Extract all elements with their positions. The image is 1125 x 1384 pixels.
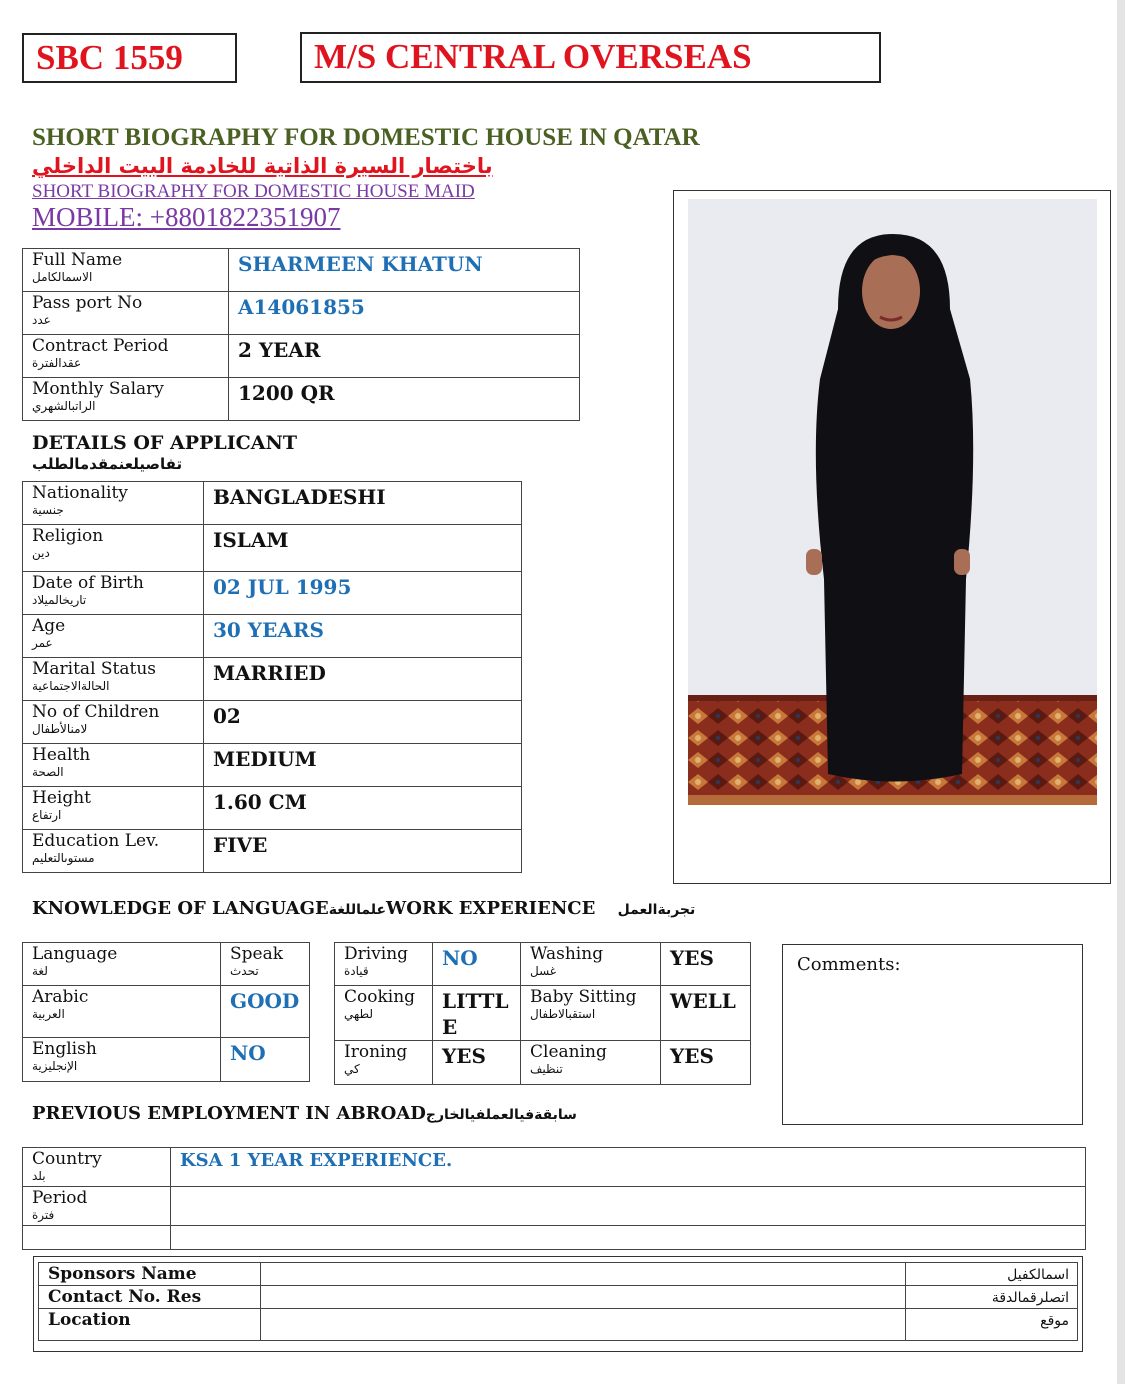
detail-label-ar: مستوىالتعليم — [32, 851, 95, 865]
work-section-title: WORK EXPERIENCE — [386, 898, 596, 919]
skill-value-cell — [661, 986, 751, 1041]
previous-section-title-ar: سابقةفيالعملفيالخارج — [425, 1107, 577, 1123]
detail-label-ar: جنسية — [32, 503, 64, 517]
skill-value: NO — [442, 946, 478, 970]
detail-value: BANGLADESHI — [213, 485, 386, 509]
field-value: 2 YEAR — [238, 338, 321, 362]
skill-value-cell — [661, 943, 751, 986]
detail-value: MARRIED — [213, 661, 326, 685]
sponsor-label-cell — [39, 1263, 261, 1286]
detail-label-cell — [23, 615, 204, 658]
speak-header-ar: تحدث — [230, 964, 259, 978]
sponsor-label-ar-cell — [906, 1309, 1078, 1341]
detail-label-ar: الصحة — [32, 765, 64, 779]
language-row — [23, 986, 310, 1038]
work-section-title-ar: تجربةالعمل — [617, 902, 696, 918]
detail-row — [23, 525, 522, 572]
language-level: GOOD — [230, 989, 300, 1013]
detail-value: 02 — [213, 704, 241, 728]
sponsor-label-cell — [39, 1286, 261, 1309]
sponsor-label-cell — [39, 1309, 261, 1341]
detail-label: Age — [32, 616, 66, 636]
previous-title-line — [32, 1103, 577, 1124]
period-value-cell — [171, 1187, 1086, 1226]
field-label-ar: عدد — [32, 313, 51, 327]
skill-label-cell — [521, 1041, 661, 1085]
field-label: Monthly Salary — [32, 379, 164, 399]
skill-label: Ironing — [344, 1042, 408, 1062]
sub-title: SHORT BIOGRAPHY FOR DOMESTIC HOUSE MAID — [32, 181, 475, 202]
sponsor-label-ar: اسمالكفيل — [1007, 1267, 1069, 1283]
detail-label-cell — [23, 701, 204, 744]
mobile-number: MOBILE: +8801822351907 — [32, 202, 341, 232]
work-row — [335, 986, 751, 1041]
detail-value-cell — [204, 701, 522, 744]
skill-label: Cleaning — [530, 1042, 607, 1062]
period-label: Period — [32, 1188, 88, 1208]
field-label: Pass port No — [32, 293, 143, 313]
field-label-ar: الراتبالشهري — [32, 399, 96, 413]
sponsor-label-ar: اتصلرقمالدقة — [991, 1290, 1069, 1306]
country-label: Country — [32, 1149, 102, 1169]
empty-cell-1 — [23, 1226, 171, 1250]
previous-employment-table — [22, 1147, 1086, 1250]
skill-label-ar: غسل — [530, 964, 557, 978]
detail-value-cell — [204, 830, 522, 873]
language-header-ar: لغة — [32, 964, 48, 978]
detail-value-cell — [204, 572, 522, 615]
basic-info-row — [23, 378, 580, 421]
comments-box — [782, 944, 1083, 1125]
speak-header-cell — [221, 943, 310, 986]
language-name: English — [32, 1039, 97, 1059]
field-label-ar: عقدالفترة — [32, 356, 82, 370]
sponsor-box — [33, 1256, 1083, 1352]
detail-label-ar: الحالةالاجتماعية — [32, 679, 110, 693]
detail-value: ISLAM — [213, 528, 289, 552]
country-value: KSA 1 YEAR EXPERIENCE. — [180, 1150, 453, 1171]
value-cell — [229, 378, 580, 421]
basic-info-row — [23, 292, 580, 335]
main-title: SHORT BIOGRAPHY FOR DOMESTIC HOUSE IN QATAR — [32, 124, 700, 151]
skill-value-cell — [433, 986, 521, 1041]
detail-label-cell — [23, 744, 204, 787]
language-section-title-ar: علماللغة — [328, 902, 387, 918]
applicant-photo-frame — [673, 190, 1111, 884]
basic-info-row — [23, 335, 580, 378]
country-label-ar: بلد — [32, 1169, 46, 1183]
detail-label: Nationality — [32, 483, 128, 503]
skill-label: Washing — [530, 944, 604, 964]
language-section-title: KNOWLEDGE OF LANGUAGE — [32, 898, 329, 919]
work-experience-table — [334, 942, 751, 1085]
arabic-title: باختصار السيرة الذاتية للخادمة البيت الداخلي — [32, 154, 493, 178]
detail-value-cell — [204, 525, 522, 572]
skill-value: WELL — [670, 989, 736, 1013]
detail-label: Education Lev. — [32, 831, 160, 851]
field-value: A14061855 — [238, 295, 365, 319]
language-header-row — [23, 943, 310, 986]
comments-label: Comments: — [797, 954, 901, 975]
reference-code: SBC 1559 — [22, 33, 237, 83]
sponsor-value-cell — [261, 1286, 906, 1309]
detail-value: FIVE — [213, 833, 268, 857]
detail-label-cell — [23, 787, 204, 830]
sponsor-label: Sponsors Name — [48, 1264, 197, 1284]
work-row — [335, 1041, 751, 1085]
skill-label-cell — [335, 943, 433, 986]
period-label-ar: فترة — [32, 1208, 55, 1222]
sponsor-label-ar: موقع — [1040, 1313, 1069, 1329]
empty-row — [23, 1226, 1086, 1250]
language-header-cell — [23, 943, 221, 986]
sponsor-row — [39, 1309, 1078, 1341]
skill-label-cell — [335, 986, 433, 1041]
field-value: 1200 QR — [238, 381, 335, 405]
detail-label-ar: عمر — [32, 636, 53, 650]
skill-label-cell — [335, 1041, 433, 1085]
applicant-photo — [688, 199, 1097, 805]
detail-label-cell — [23, 658, 204, 701]
field-label-ar: الاسمالكامل — [32, 270, 93, 284]
field-label: Contract Period — [32, 336, 169, 356]
detail-label-ar: لامنالأطفال — [32, 722, 88, 736]
detail-value: 1.60 CM — [213, 790, 307, 814]
label-cell — [23, 292, 229, 335]
period-label-cell — [23, 1187, 171, 1226]
period-row — [23, 1187, 1086, 1226]
country-label-cell — [23, 1148, 171, 1187]
skill-value-cell — [433, 943, 521, 986]
country-row — [23, 1148, 1086, 1187]
skill-label: Baby Sitting — [530, 987, 637, 1007]
skill-label-ar: لطهي — [344, 1007, 374, 1021]
skill-label-cell — [521, 943, 661, 986]
detail-row — [23, 615, 522, 658]
applicant-photo-image — [688, 199, 1097, 805]
detail-label-cell — [23, 830, 204, 873]
language-level-cell — [221, 986, 310, 1038]
skill-label-ar: استقبالاطفال — [530, 1007, 596, 1021]
skill-value: YES — [670, 946, 714, 970]
country-value-cell — [171, 1148, 1086, 1187]
sponsor-label-ar-cell — [906, 1263, 1078, 1286]
sponsor-row — [39, 1286, 1078, 1309]
previous-section-title: PREVIOUS EMPLOYMENT IN ABROAD — [32, 1103, 426, 1124]
sponsor-value-cell — [261, 1309, 906, 1341]
language-name-ar: الإنجليزية — [32, 1059, 78, 1073]
detail-value-cell — [204, 658, 522, 701]
detail-row — [23, 701, 522, 744]
detail-label: Health — [32, 745, 91, 765]
page-edge — [1117, 0, 1125, 1384]
detail-label-cell — [23, 572, 204, 615]
skill-value-cell — [661, 1041, 751, 1085]
skill-value-cell — [433, 1041, 521, 1085]
details-title: DETAILS OF APPLICANT — [32, 432, 297, 454]
skill-label: Driving — [344, 944, 409, 964]
field-label: Full Name — [32, 250, 123, 270]
detail-value: MEDIUM — [213, 747, 317, 771]
detail-row — [23, 787, 522, 830]
detail-label: Marital Status — [32, 659, 157, 679]
language-level: NO — [230, 1041, 266, 1065]
detail-label-ar: تاريخالميلاد — [32, 593, 87, 607]
skill-label-cell — [521, 986, 661, 1041]
basic-info-row — [23, 249, 580, 292]
skill-label-ar: كي — [344, 1062, 360, 1076]
basic-info-table — [22, 248, 580, 421]
language-name-ar: العربية — [32, 1007, 65, 1021]
detail-row — [23, 744, 522, 787]
sponsor-label: Contact No. Res — [48, 1287, 202, 1307]
detail-label-ar: دين — [32, 546, 50, 560]
detail-row — [23, 572, 522, 615]
detail-row — [23, 830, 522, 873]
label-cell — [23, 378, 229, 421]
detail-label: No of Children — [32, 702, 160, 722]
detail-value: 30 YEARS — [213, 618, 324, 642]
skill-label-ar: تنظيف — [530, 1062, 563, 1076]
sponsor-value-cell — [261, 1263, 906, 1286]
skill-label: Cooking — [344, 987, 416, 1007]
detail-value-cell — [204, 787, 522, 830]
sponsor-label: Location — [48, 1310, 131, 1330]
detail-row — [23, 658, 522, 701]
skill-label-ar: قيادة — [344, 964, 369, 978]
detail-value: 02 JUL 1995 — [213, 575, 352, 599]
speak-header: Speak — [230, 944, 284, 964]
detail-label-cell — [23, 482, 204, 525]
field-value: SHARMEEN KHATUN — [238, 252, 483, 276]
sponsor-label-ar-cell — [906, 1286, 1078, 1309]
language-name-cell — [23, 986, 221, 1038]
detail-label-ar: ارتفاع — [32, 808, 62, 822]
language-level-cell — [221, 1038, 310, 1082]
value-cell — [229, 292, 580, 335]
language-header: Language — [32, 944, 118, 964]
label-cell — [23, 335, 229, 378]
skill-value: YES — [442, 1044, 486, 1068]
detail-value-cell — [204, 482, 522, 525]
sponsor-row — [39, 1263, 1078, 1286]
detail-value-cell — [204, 615, 522, 658]
value-cell — [229, 335, 580, 378]
knowledge-title-line — [32, 898, 695, 919]
detail-label-cell — [23, 525, 204, 572]
details-title-ar: تفاصيلعنمقدمالطلب — [32, 455, 183, 473]
detail-label: Religion — [32, 526, 104, 546]
detail-value-cell — [204, 744, 522, 787]
skill-value: LITTLE — [442, 989, 509, 1039]
agency-name: M/S CENTRAL OVERSEAS — [300, 32, 881, 83]
skill-value: YES — [670, 1044, 714, 1068]
language-name-cell — [23, 1038, 221, 1082]
detail-label: Date of Birth — [32, 573, 144, 593]
label-cell — [23, 249, 229, 292]
language-table — [22, 942, 310, 1082]
sponsor-table — [38, 1262, 1078, 1341]
detail-label: Height — [32, 788, 91, 808]
language-row — [23, 1038, 310, 1082]
work-row — [335, 943, 751, 986]
value-cell — [229, 249, 580, 292]
empty-cell-2 — [171, 1226, 1086, 1250]
language-name: Arabic — [32, 987, 89, 1007]
detail-row — [23, 482, 522, 525]
applicant-details-table — [22, 481, 522, 873]
